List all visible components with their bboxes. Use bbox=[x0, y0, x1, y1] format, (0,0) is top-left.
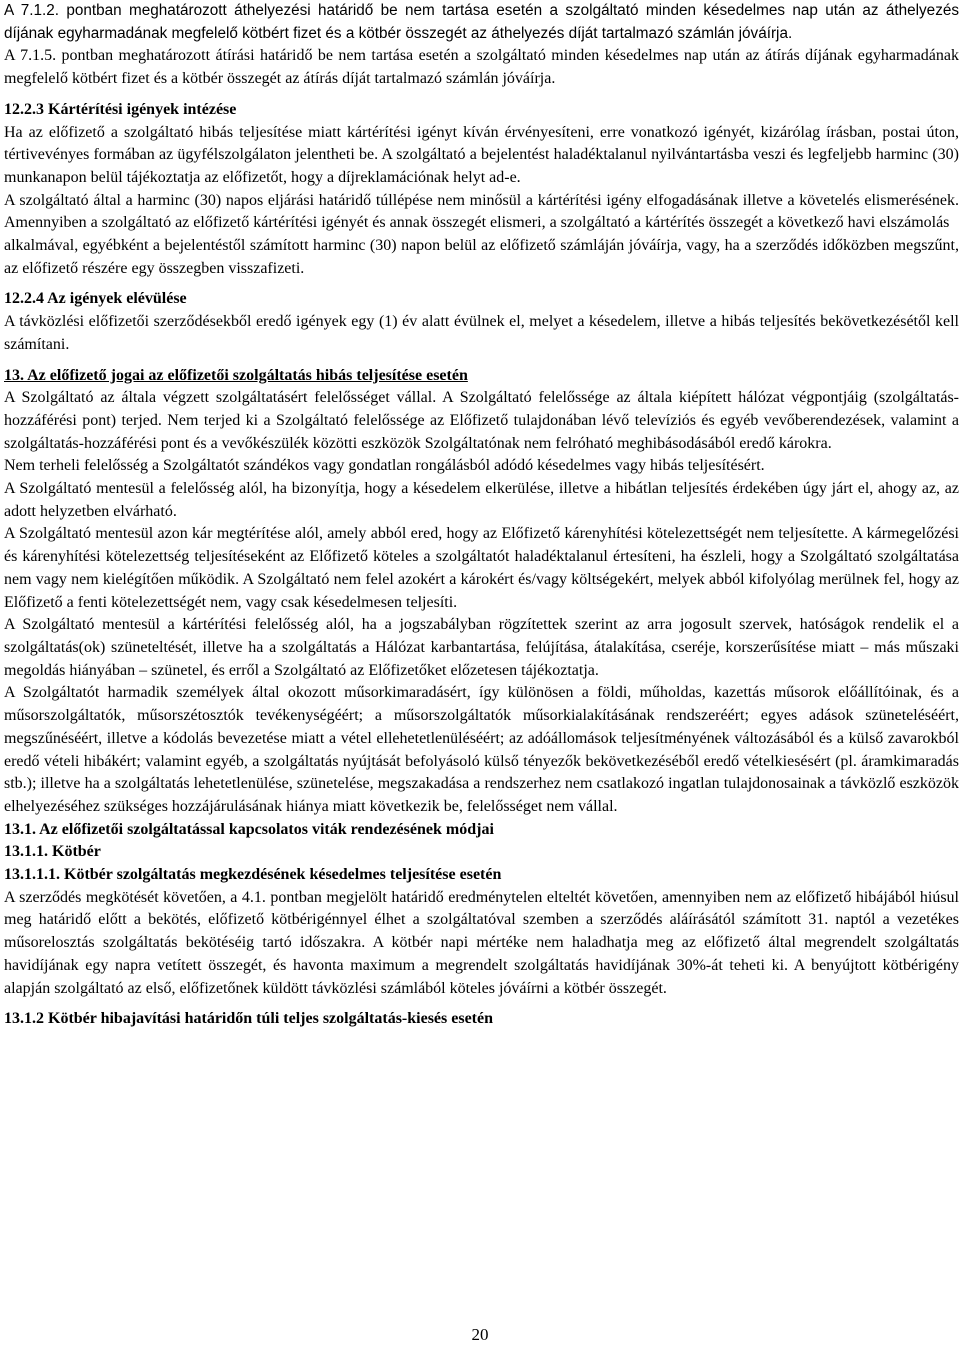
paragraph: A szerződés megkötését követően, a 4.1. pontban megjelölt határidő eredménytelen elteltét követően, amennyiben nem az előfizető hibájából hiúsul meg határidő előtt a bekötés, előfizető kötbérigénnyel élhet a szolgáltatóval szemben a szerződés aláírásától számított 31. naptól a vezetékes műsorelosztás szolgáltatás bekötéséig tartó időszakra. A kötbér napi mértéke nem haladhatja meg az előfizető által megrendelt szolgáltatás havidíjának egy napra vetített összegét, és havonta maximum a megrendelt szolgáltatás havidíjának 30%-át teheti ki. A benyújtott kötbérigény alapján szolgáltató az első, előfizetőnek küldött távközlési számlából köteles jóváírni a kötbér összegét. bbox=[4, 888, 959, 997]
paragraph: A 7.1.5. pontban meghatározott átírási határidő be nem tartása esetén a szolgáltató minden késedelmes nap után az átírás díjának egyharmadának megfelelő kötbért fizet és a kötbér összegét az átírás díját tartalmazó számlán jóváírja. bbox=[4, 47, 959, 88]
paragraph: A szolgáltató által a harminc (30) napos eljárási határidő túllépése nem minősül a kártérítési igény elfogadásának illetve a követelés elismerésének. Amennyiben a szolgáltató az előfizető kártérítési igényét és annak összegét elismeri, a szolgáltató a kártérítés összegét a következő havi elszámolás bbox=[4, 191, 959, 232]
paragraph: A Szolgáltató az általa végzett szolgáltatásért felelősséget vállal. A Szolgáltató felelőssége az általa kiépített hálózat végpontjáig (szolgáltatás-hozzáférési pont) terjed. Nem terjed ki a Szolgáltató felelőssége az Előfizető tulajdonában lévő televíziós és egyéb vevőberendezések, valamint a szolgáltatás-hozzáférési pont és a vevőkészülék közötti eszközök Szolgáltatónak nem felróható meghibásodásából eredő károkra. bbox=[4, 389, 959, 452]
paragraph: A Szolgáltatót harmadik személyek által okozott műsorkimaradásért, így különösen a földi, műholdas, kazettás műsorok előállítóinak, és a műsorszolgáltatók, műsorszétosztók tevékenységéért; a műsorszolgáltatók műsorkialakításának rendszeréért; egyes adások szüneteléséért, megszűnéséért, illetve a kódolás bevezetése miatt a vétel ellehetetlenüléséért; az adóállomások teljesítményének változásából és a külső zavarokból eredő vételi hibákért; valamint egyéb, a szolgáltatás nyújtását befolyásoló külső tényezők bekövetkezéséből eredő vételkiesésért (pl. áramkimaradás stb.); illetve ha a szolgáltatás lehetetlenülése, szünetelése, megszakadása a rendszerhez nem csatlakozó ingatlan tulajdonosainak a távközlő eszközök elhelyezéséhez szükséges hozzájárulásának hiánya miatt következik be, felelősséget nem vállal. bbox=[4, 684, 959, 815]
section-heading: 13. Az előfizető jogai az előfizetői szolgáltatás hibás teljesítése esetén bbox=[4, 366, 468, 384]
document-body bbox=[4, 0, 959, 1031]
paragraph: A Szolgáltató mentesül a felelősség alól, ha bizonyítja, hogy a késedelem elkerülése, illetve a hibátlan teljesítés érdekében úgy járt el, ahogy az, az adott helyzetben elvárható. bbox=[4, 480, 959, 520]
section-heading: 12.2.3 Kártérítési igények intézése bbox=[4, 100, 237, 118]
paragraph: A távközlési előfizetői szerződésekből eredő igények egy (1) év alatt évülnek el, melyet a késedelem, illetve a hibás teljesítés bekövetkezésétől kell számítani. bbox=[4, 313, 959, 353]
paragraph: Nem terheli felelősség a Szolgáltatót szándékos vagy gondatlan rongálásból adódó késedelmes vagy hibás teljesítésért. bbox=[4, 457, 765, 475]
paragraph: A Szolgáltató mentesül a kártérítési felelősség alól, ha a jogszabályban rögzítettek szerint az arra jogosult szervek, hatóságok rendelik el a szolgáltatás(ok) szüneteltését, illetve ha a szolgáltatás a Hálózat karbantartása, felújítása, átalakítása, cseréje, korszerűsítése miatt – más műszaki megoldás hiányában – szünetel, és erről a Szolgáltató az Előfizetőket előzetesen tájékoztatja. bbox=[4, 616, 959, 679]
section-heading: 13.1.2 Kötbér hibajavítási határidőn túli teljes szolgáltatás-kiesés esetén bbox=[4, 1010, 494, 1028]
section-heading: 12.2.4 Az igények elévülése bbox=[4, 290, 187, 308]
section-heading: 13.1. Az előfizetői szolgáltatással kapcsolatos viták rendezésének módjai bbox=[4, 820, 494, 838]
paragraph: A Szolgáltató mentesül azon kár megtérítése alól, amely abból ered, hogy az Előfizető kárenyhítési kötelezettségét nem teljesítette. A kármegelőzési és kárenyhítési kötelezettség teljesítéseként az Előfizető köteles a szolgáltatót haladéktalanul értesíteni, ha észleli, hogy a Szolgáltató szolgáltatása nem vagy nem kielégítően működik. A Szolgáltató nem felel azokért a károkért és/vagy költségekért, melyek abból kifolyólag merülnek fel, hogy az Előfizető a fenti kötelezettségét nem, vagy csak késedelmesen teljesíti. bbox=[4, 525, 959, 611]
paragraph: Ha az előfizető a szolgáltató hibás teljesítése miatt kártérítési igényt kíván érvényesíteni, erre vonatkozó igényét, kizárólag írásban, postai úton, tértivevényes formában az ügyfélszolgálaton jelentheti be. A szolgáltató a bejelentést haladéktalanul nyilvántartásba veszi és legfeljebb harminc (30) munkanapon belül tájékoztatja az előfizetőt, hogy a díjreklamációnak helyt ad-e. bbox=[4, 123, 959, 186]
section-heading: 13.1.1.1. Kötbér szolgáltatás megkezdésének késedelmes teljesítése esetén bbox=[4, 866, 502, 884]
paragraph: alkalmával, egyébként a bejelentéstől számított harminc (30) napon belül az előfizető számláján jóváírja, vagy, ha a szerződés időközben megszűnt, az előfizető részére egy összegben visszafizeti. bbox=[4, 237, 959, 277]
page-number: 20 bbox=[471, 1325, 489, 1344]
section-heading: 13.1.1. Kötbér bbox=[4, 843, 101, 861]
paragraph: A 7.1.2. pontban meghatározott áthelyezési határidő be nem tartása esetén a szolgáltató minden késedelmes nap után az áthelyezés díjának egyharmadának megfelelő kötbért fizet és a kötbér összegét az áthelyezés díját tartalmazó számlán jóváírja. bbox=[4, 2, 959, 42]
